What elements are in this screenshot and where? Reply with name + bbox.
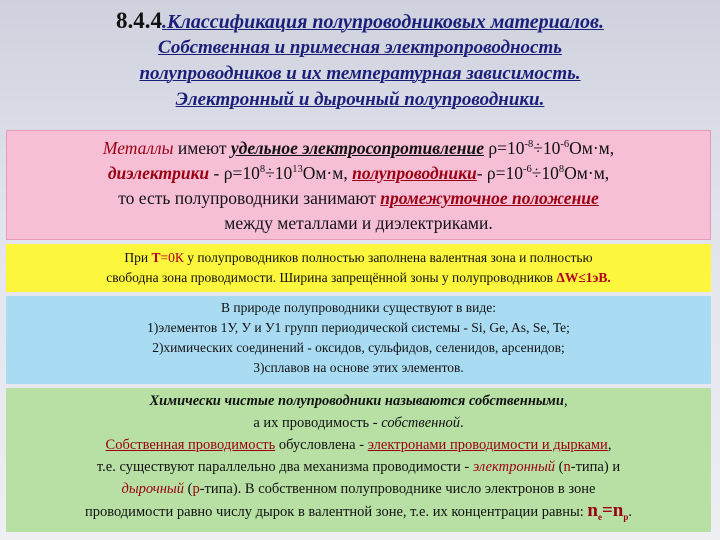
title-text: .Классификация полупроводниковых материалов.	[162, 11, 604, 33]
resistivity-line-1	[15, 136, 702, 161]
title-line-3: полупроводников и их температурная зависимость.	[139, 63, 581, 84]
ne-symbol: n	[587, 500, 598, 521]
ne-subscript: e	[597, 511, 602, 522]
title-line-4: Электронный и дырочный полупроводники.	[175, 89, 545, 110]
intrinsic-line-6	[10, 500, 707, 523]
resistivity-line-3	[15, 186, 702, 211]
text-fragment: ÷10	[533, 138, 561, 158]
hole-term: дырочный	[121, 481, 184, 497]
text-fragment: -типа). В собственном полупроводнике число электронов в зоне	[199, 481, 596, 497]
text-fragment: - ρ=10	[209, 163, 260, 183]
text-fragment: ρ=10	[484, 138, 525, 158]
resistivity-box	[6, 130, 711, 240]
resistivity-line-2	[15, 161, 702, 186]
text-fragment: .	[460, 415, 464, 431]
forms-line-2: 1)элементов 1У, У и У1 групп периодической системы - Si, Ge, As, Se, Te;	[147, 320, 570, 335]
text-fragment: у полупроводников полностью заполнена валентная зона и полностью	[183, 250, 593, 265]
text-fragment: ,	[563, 393, 568, 409]
n-type-letter: n	[563, 459, 571, 475]
exponent: -6	[523, 164, 532, 176]
unit: Ом·м,	[302, 163, 353, 183]
electronic-term: электронный	[472, 459, 556, 475]
band-gap-box	[6, 244, 711, 292]
np-symbol: =n	[601, 500, 624, 521]
resistivity-line-4: между металлами и диэлектриками.	[224, 213, 493, 233]
text-fragment: ,	[607, 437, 612, 453]
intermediate-term: промежуточное положение	[380, 188, 599, 208]
text-fragment: (	[184, 481, 193, 497]
text-fragment: а их проводимость -	[253, 415, 382, 431]
intrinsic-conductivity-term: собственной	[381, 415, 461, 431]
intrinsic-box	[6, 388, 711, 532]
intrinsic-line-4	[10, 456, 707, 478]
exponent: 8	[259, 164, 266, 176]
unit: Ом·м,	[569, 138, 615, 158]
text-fragment: При	[124, 250, 152, 265]
text-fragment: (	[555, 459, 564, 475]
text-fragment: т.е. существуют параллельно два механизма проводимости -	[96, 459, 473, 475]
title-line-1	[0, 8, 720, 35]
band-gap-line-1	[10, 248, 707, 268]
text-fragment: - ρ=10	[476, 163, 524, 183]
resistivity-term: удельное электросопротивление	[230, 138, 485, 158]
intrinsic-line-2	[10, 412, 707, 434]
intrinsic-line-1	[10, 390, 707, 412]
exponent: 13	[292, 164, 303, 176]
text-fragment: имеют	[173, 138, 231, 158]
dielectrics-term: диэлектрики	[107, 163, 210, 183]
forms-line-4: 3)сплавов на основе этих элементов.	[253, 360, 464, 375]
intrinsic-line-5	[10, 478, 707, 500]
forms-box	[6, 296, 711, 384]
text-fragment: ÷10	[531, 163, 559, 183]
text-fragment: -типа) и	[570, 459, 621, 475]
text-fragment: .	[628, 504, 633, 520]
text-fragment: обусловлена -	[275, 437, 368, 453]
band-gap-line-2	[10, 268, 707, 288]
title-block	[0, 8, 720, 113]
exponent: 8	[558, 164, 565, 176]
forms-line-3: 2)химических соединений - оксидов, сульфидов, селенидов, арсенидов;	[152, 340, 565, 355]
text-fragment: свободна зона проводимости. Ширина запрещённой зоны у полупроводников	[106, 270, 557, 285]
title-line-2: Собственная и примесная электропроводность	[158, 37, 562, 58]
section-number: 8.4.4	[116, 8, 163, 33]
temperature-symbol: Т	[151, 250, 161, 265]
exponent: -8	[524, 139, 534, 151]
text-fragment: ÷10	[265, 163, 293, 183]
metals-term: Металлы	[102, 138, 174, 158]
temperature-value: =0К	[160, 250, 184, 265]
text-fragment: то есть полупроводники занимают	[118, 188, 381, 208]
text-fragment: проводимости равно числу дырок в валентной зоне, т.е. их концентрации равны:	[84, 504, 588, 520]
band-gap-value: ΔW≤1эВ.	[556, 270, 611, 285]
semiconductors-term: полупроводники	[352, 163, 477, 183]
exponent: -6	[560, 139, 570, 151]
carriers-term: электронами проводимости и дырками	[367, 437, 608, 453]
intrinsic-term: собственными	[468, 393, 564, 409]
text-fragment: Химически чистые полупроводники называются	[149, 393, 469, 409]
forms-line-1: В природе полупроводники существуют в виде:	[220, 300, 497, 315]
intrinsic-conductivity-link: Собственная проводимость	[105, 437, 276, 453]
intrinsic-line-3	[10, 434, 707, 456]
unit: Ом·м,	[564, 163, 610, 183]
p-type-letter: p	[192, 481, 200, 497]
np-subscript: p	[623, 511, 629, 522]
